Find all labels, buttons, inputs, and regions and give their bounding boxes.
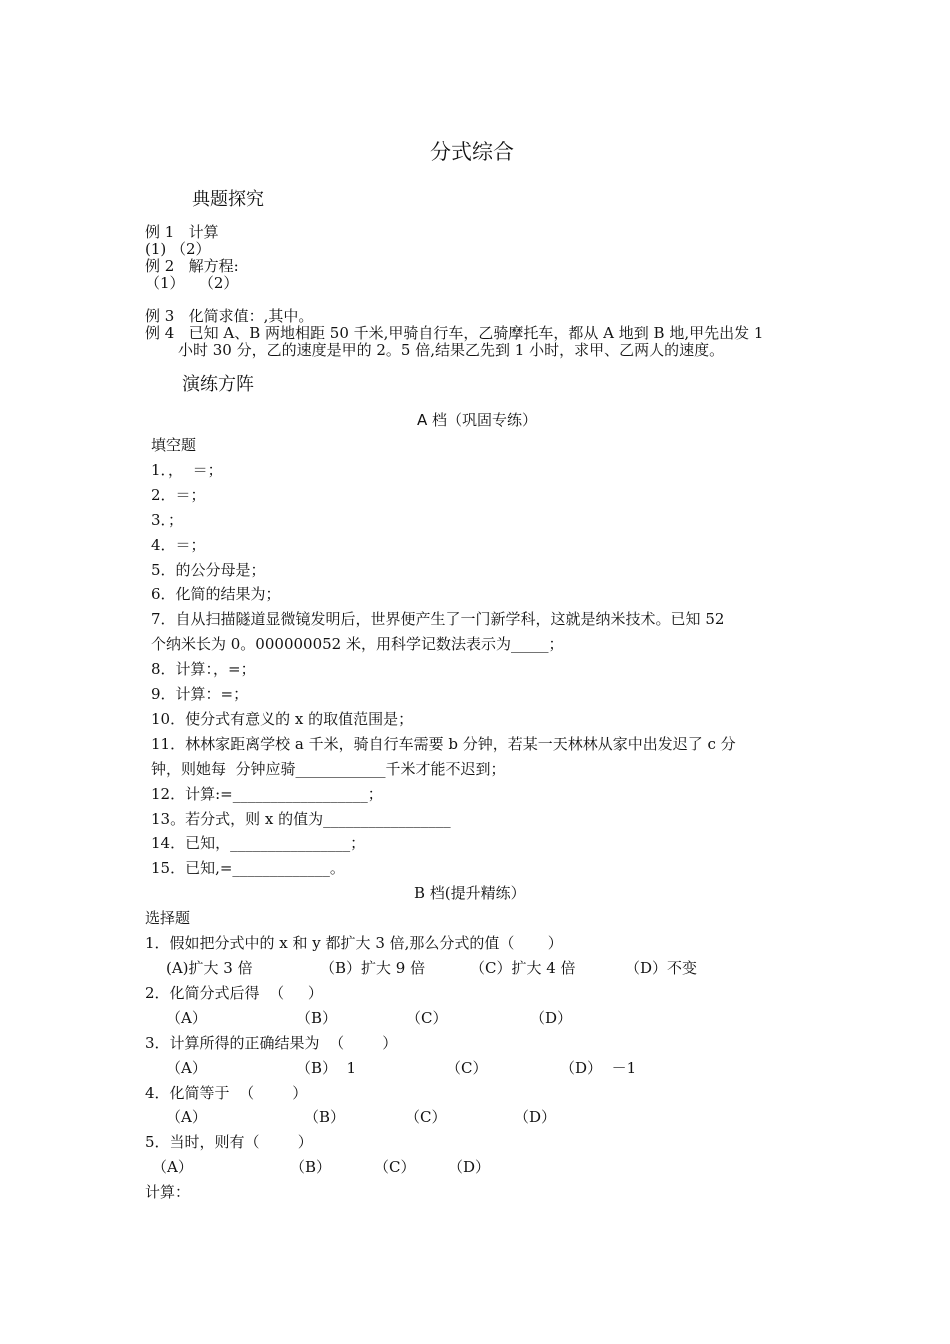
fill-question-4: 4．＝； — [151, 536, 206, 554]
level-a-heading: A 档（巩固专练） — [417, 411, 538, 429]
choice-1-option-a: (A)扩大 3 倍 — [166, 959, 253, 977]
example-4-line-1: 例 4 已知 A、B 两地相距 50 千米,甲骑自行车，乙骑摩托车，都从 A 地到 B 地,甲先出发 1 — [145, 324, 764, 342]
example-4-line-2: 小时 30 分，乙的速度是甲的 2。5 倍,结果乙先到 1 小时，求甲、乙两人的速度。 — [178, 341, 725, 359]
example-2: 例 2 解方程: — [145, 257, 239, 275]
fill-question-13: 13。若分式，则 x 的值为_________________ — [151, 810, 451, 828]
choice-question-4: 4．化简等于 （ ） — [145, 1084, 308, 1102]
fill-in-title: 填空题 — [151, 436, 197, 454]
fill-question-14: 14．已知，________________； — [151, 834, 366, 852]
choice-3-option-b: （B） 1 — [296, 1059, 357, 1077]
choice-2-option-d: （D） — [530, 1009, 573, 1027]
choice-question-3: 3．计算所得的正确结果为 （ ） — [145, 1034, 398, 1052]
fill-question-3: 3．； — [151, 511, 184, 529]
choice-3-option-d: （D） －1 — [560, 1059, 637, 1077]
fill-question-15: 15．已知,=_____________。 — [151, 859, 345, 877]
choice-4-option-c: （C） — [405, 1108, 447, 1126]
choice-question-2: 2．化简分式后得 （ ） — [145, 984, 323, 1002]
choice-1-option-c: （C）扩大 4 倍 — [470, 959, 576, 977]
fill-question-11-line-2: 钟，则她每 分钟应骑____________千米才能不迟到； — [151, 760, 506, 778]
fill-question-2: 2．＝； — [151, 486, 206, 504]
choice-1-option-d: （D）不变 — [625, 959, 698, 977]
fill-question-11-line-1: 11．林林家距离学校 a 千米，骑自行车需要 b 分钟，若某一天林林从家中出发迟了 c 分 — [151, 735, 736, 753]
choice-2-option-c: （C） — [406, 1009, 448, 1027]
section-heading-practice: 演练方阵 — [182, 374, 254, 395]
choice-4-option-b: （B） — [304, 1108, 346, 1126]
example-2-parts: （1） （2） — [145, 274, 239, 292]
choice-3-option-c: （C） — [446, 1059, 488, 1077]
choice-title: 选择题 — [145, 909, 191, 927]
fill-question-8: 8．计算：，=； — [151, 660, 256, 678]
section-heading-explore: 典题探究 — [192, 189, 264, 210]
page-title: 分式综合 — [430, 140, 514, 164]
example-3: 例 3 化简求值：,其中。 — [145, 307, 314, 325]
choice-5-option-a: （A） — [152, 1158, 193, 1176]
fill-question-1: 1．， ＝； — [151, 461, 223, 479]
choice-5-option-c: （C） — [374, 1158, 416, 1176]
example-1-parts: (1) （2） — [145, 240, 211, 258]
fill-question-7-line-2: 个纳米长为 0。000000052 米，用科学记数法表示为_____； — [151, 635, 564, 653]
fill-question-5: 5．的公分母是； — [151, 561, 266, 579]
level-b-heading: B 档(提升精练） — [414, 884, 526, 902]
fill-question-10: 10．使分式有意义的 x 的取值范围是； — [151, 710, 414, 728]
fill-question-12: 12．计算:=__________________； — [151, 785, 383, 803]
example-1: 例 1 计算 — [145, 223, 219, 241]
choice-4-option-a: （A） — [166, 1108, 207, 1126]
choice-5-option-b: （B） — [290, 1158, 332, 1176]
choice-5-option-d: （D） — [448, 1158, 491, 1176]
choice-2-option-a: （A） — [166, 1009, 207, 1027]
fill-question-9: 9．计算：=； — [151, 685, 249, 703]
choice-4-option-d: （D） — [514, 1108, 557, 1126]
choice-question-5: 5．当时，则有（ ） — [145, 1133, 313, 1151]
choice-2-option-b: （B） — [296, 1009, 338, 1027]
choice-question-1: 1．假如把分式中的 x 和 y 都扩大 3 倍,那么分式的值（ ） — [145, 934, 563, 952]
calculation-title: 计算： — [145, 1183, 191, 1201]
choice-1-option-b: （B）扩大 9 倍 — [320, 959, 426, 977]
fill-question-6: 6．化简的结果为； — [151, 585, 281, 603]
choice-3-option-a: （A） — [166, 1059, 207, 1077]
fill-question-7-line-1: 7．自从扫描隧道显微镜发明后，世界便产生了一门新学科，这就是纳米技术。已知 52 — [151, 610, 725, 628]
